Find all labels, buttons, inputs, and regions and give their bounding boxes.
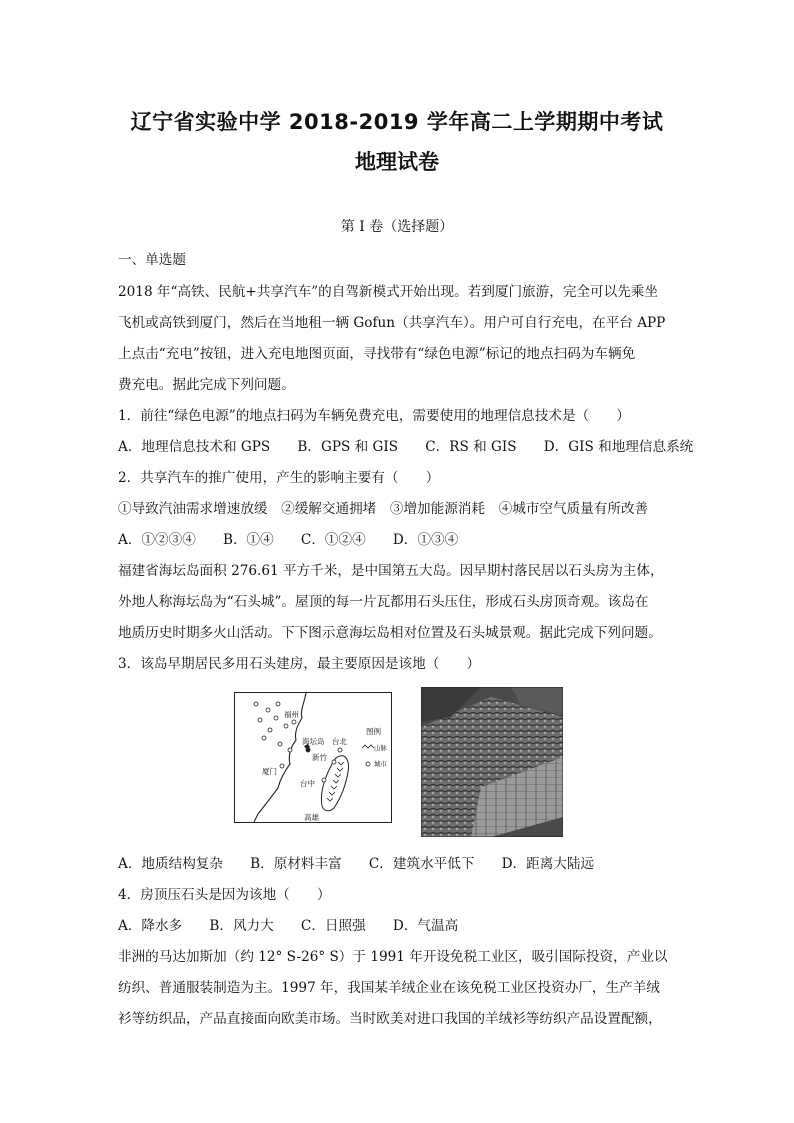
question-2-items: ①导致汽油需求增速放缓 ②缓解交通拥堵 ③增加能源消耗 ④城市空气质量有所改善: [118, 501, 649, 517]
section-heading: 第 I 卷（选择题）: [340, 219, 454, 235]
label-gaoxiong: 高雄: [304, 813, 319, 822]
passage-1-line-1: 2018 年“高铁、民航+共享汽车”的自驾新模式开始出现。若到厦门旅游，完全可以先乘坐: [118, 284, 658, 300]
question-2-stem: 2．共享汽车的推广使用，产生的影响主要有（ ）: [118, 470, 440, 486]
label-xinzhu: 新竹: [312, 753, 327, 762]
passage-2-line-1: 福建省海坛岛面积 276.61 平方千米，是中国第五大岛。因早期村落民居以石头房为主体，: [118, 563, 664, 579]
stone-house-photo: [421, 687, 563, 837]
label-taibei: 台北: [332, 737, 347, 746]
label-haitan: 海坛岛: [302, 737, 325, 746]
question-3-stem: 3．该岛早期居民多用石头建房，最主要原因是该地（ ）: [118, 656, 481, 672]
passage-1-line-4: 费充电。据此完成下列问题。: [118, 377, 295, 393]
haitan-dot: [306, 748, 311, 753]
question-1-stem: 1．前往“绿色电源”的地点扫码为车辆免费充电，需要使用的地理信息技术是（ ）: [118, 408, 630, 424]
passage-3-line-1: 非洲的马达加斯加（约 12° S-26° S）于 1991 年开设免税工业区，吸引国际投资，产业以: [118, 949, 668, 965]
label-taizhong: 台中: [300, 779, 315, 788]
question-3-options: A．地质结构复杂 B．原材料丰富 C．建筑水平低下 D．距离大陆远: [118, 856, 595, 872]
question-1-options: A．地理信息技术和 GPS B．GPS 和 GIS C．RS 和 GIS D．GIS 和地理信息系统: [118, 439, 694, 455]
passage-3-line-3: 衫等纺织品，产品直接面向欧美市场。当时欧美对进口我国的羊绒衫等纺织产品设置配额，: [118, 1011, 662, 1027]
exam-title: 辽宁省实验中学 2018-2019 学年高二上学期期中考试: [130, 110, 664, 134]
passage-1-line-3: 上点击“充电”按钮，进入充电地图页面，寻找带有“绿色电源”标记的地点扫码为车辆免: [118, 346, 636, 362]
label-fuzhou: 福州: [284, 710, 299, 719]
exam-subject: 地理试卷: [355, 150, 439, 174]
passage-2-line-2: 外地人称海坛岛为“石头城”。屋顶的每一片瓦都用石头压住，形成石头房顶奇观。该岛在: [118, 594, 649, 610]
question-4-stem: 4．房顶压石头是因为该地（ ）: [118, 887, 331, 903]
passage-3-line-2: 纺织、普通服装制造为主。1997 年，我国某羊绒企业在该免税工业区投资办厂，生产羊绒: [118, 980, 660, 996]
legend-city-icon: [366, 762, 370, 766]
question-2-options: A．①②③④ B．①④ C．①②④ D．①③④: [118, 532, 459, 548]
location-map: [234, 692, 392, 823]
legend-title: 图例: [366, 727, 381, 736]
label-xiamen: 厦门: [262, 767, 277, 776]
figure-haitan-island: [0, 687, 794, 839]
passage-2-line-3: 地质历史时期多火山活动。下下图示意海坛岛相对位置及石头城景观。据此完成下列问题。: [118, 625, 662, 641]
part-heading: 一、单选题: [118, 252, 186, 268]
legend-mountain-label: 山脉: [374, 744, 387, 752]
question-4-options: A．降水多 B．风力大 C．日照强 D．气温高: [118, 918, 459, 934]
passage-1-line-2: 飞机或高铁到厦门，然后在当地租一辆 Gofun（共享汽车）。用户可自行充电，在平台 APP: [118, 315, 666, 331]
legend-city-label: 城市: [374, 760, 387, 768]
